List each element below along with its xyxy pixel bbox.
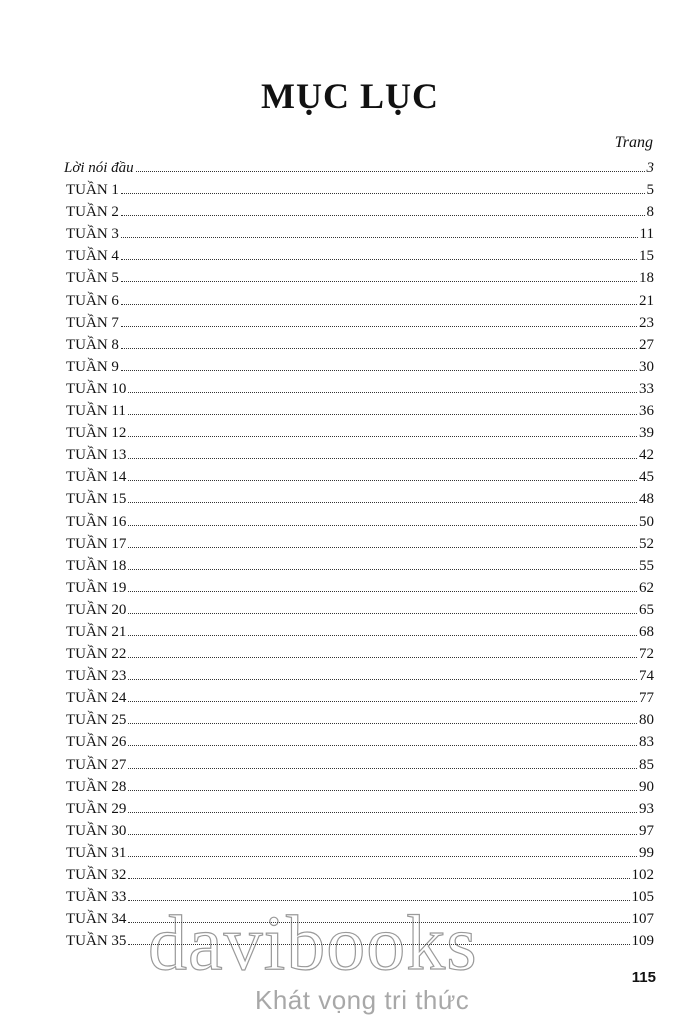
- toc-entry: [66, 930, 654, 952]
- toc-entry-page: 8: [646, 204, 654, 221]
- toc-entry-page: 80: [639, 712, 654, 729]
- toc-entry-label: TUẦN 33: [66, 889, 127, 906]
- toc-entry-label: TUẦN 22: [66, 646, 127, 663]
- toc-entry: [66, 820, 654, 842]
- toc-entry: [66, 709, 654, 731]
- toc-leader-dots: [121, 280, 637, 282]
- toc-entry: [66, 842, 654, 864]
- toc-entry-page: 48: [639, 491, 654, 508]
- toc-entry-label: TUẦN 18: [66, 557, 127, 574]
- toc-entry-label: TUẦN 29: [66, 800, 127, 817]
- toc-entry: [66, 754, 654, 776]
- page-title: MỤC LỤC: [261, 76, 439, 116]
- toc-entry-page: 83: [639, 734, 654, 751]
- toc-entry-label: TUẦN 4: [66, 248, 119, 265]
- toc-entry-label: TUẦN 30: [66, 822, 127, 839]
- toc-entry-page: 107: [631, 911, 654, 928]
- toc-leader-dots: [121, 236, 638, 238]
- toc-leader-dots: [128, 612, 637, 614]
- toc-entry-page: 62: [639, 579, 654, 596]
- toc-entry-label: TUẦN 12: [66, 425, 127, 442]
- toc-leader-dots: [128, 391, 637, 393]
- toc-leader-dots: [121, 192, 645, 194]
- toc-leader-dots: [121, 303, 637, 305]
- toc-entry-page: 105: [631, 889, 654, 906]
- toc-leader-dots: [128, 943, 629, 945]
- toc-leader-dots: [128, 634, 637, 636]
- toc-entry-page: 36: [639, 403, 654, 420]
- toc-entry-page: 27: [639, 336, 654, 353]
- toc-leader-dots: [121, 214, 645, 216]
- toc-leader-dots: [128, 656, 637, 658]
- toc-leader-dots: [128, 855, 637, 857]
- toc-entry-page: 109: [631, 933, 654, 950]
- toc-leader-dots: [128, 921, 629, 923]
- toc-entry-page: 39: [639, 425, 654, 442]
- toc-entry: [66, 555, 654, 577]
- toc-leader-dots: [128, 833, 637, 835]
- toc-entry-label: TUẦN 7: [66, 314, 119, 331]
- toc-entry-page: 97: [639, 822, 654, 839]
- toc-leader-dots: [128, 700, 637, 702]
- toc-leader-dots: [128, 435, 637, 437]
- toc-entry: [66, 245, 654, 267]
- toc-entry-page: 50: [639, 513, 654, 530]
- toc-entry-page: 85: [639, 756, 654, 773]
- toc-entry-label: TUẦN 2: [66, 204, 119, 221]
- watermark-logo: davibooks: [148, 899, 478, 986]
- toc-entry-label: TUẦN 24: [66, 690, 127, 707]
- toc-entry: [66, 577, 654, 599]
- toc-entry-label: TUẦN 3: [66, 226, 119, 243]
- toc-entry: [66, 444, 654, 466]
- toc-entry-page: 99: [639, 844, 654, 861]
- toc-leader-dots: [128, 590, 637, 592]
- toc-entry-page: 102: [631, 867, 654, 883]
- toc-entry: [66, 798, 654, 820]
- toc-leader-dots: [121, 347, 637, 349]
- toc-leader-dots: [128, 899, 629, 901]
- toc-entry: [66, 179, 654, 201]
- toc-entry-page: 74: [639, 668, 654, 685]
- toc-entry-page: 5: [646, 182, 654, 199]
- toc-entry-label: TUẦN 6: [66, 292, 119, 309]
- toc-entry-label: TUẦN 17: [66, 535, 127, 552]
- toc-entry-label: TUẦN 21: [66, 623, 127, 640]
- toc-entry-label: TUẦN 15: [66, 491, 127, 508]
- toc-leader-dots: [121, 369, 637, 371]
- toc-entry-label: TUẦN 26: [66, 734, 127, 751]
- toc-leader-dots: [128, 501, 637, 503]
- toc-entry-label: TUẦN 5: [66, 270, 119, 287]
- toc-entry: [66, 400, 654, 422]
- toc-entry: [66, 665, 654, 687]
- toc-entry: [66, 621, 654, 643]
- page-column-header: Trang: [614, 134, 653, 151]
- toc-entry: [66, 864, 654, 886]
- toc-entry-label: TUẦN 11: [66, 403, 126, 420]
- toc-entry-page: 72: [639, 646, 654, 663]
- toc-leader-dots: [128, 413, 637, 415]
- toc-entry-page: 15: [639, 248, 654, 265]
- toc-entry-label: TUẦN 27: [66, 756, 127, 773]
- toc-leader-dots: [128, 479, 637, 481]
- toc-entry-label: TUẦN 20: [66, 601, 127, 618]
- toc-entry-page: 42: [639, 447, 654, 464]
- toc-leader-dots: [128, 789, 637, 791]
- toc-entry-label: TUẦN 31: [66, 844, 127, 861]
- toc-leader-dots: [128, 457, 637, 459]
- toc-leader-dots: [128, 744, 637, 746]
- toc-entry-page: 52: [639, 535, 654, 552]
- toc-entry: [64, 157, 654, 179]
- toc-entry: [66, 378, 654, 400]
- toc-leader-dots: [128, 877, 629, 879]
- toc-entry: [66, 201, 654, 223]
- toc-entry: [66, 223, 654, 245]
- toc-entry: [66, 731, 654, 753]
- toc-entry-label: TUẦN 35: [66, 933, 127, 950]
- toc-leader-dots: [128, 546, 637, 548]
- toc-entry-label: TUẦN 13: [66, 447, 127, 464]
- toc-entry: [66, 776, 654, 798]
- toc-entry: [66, 599, 654, 621]
- page-number: 115: [631, 969, 656, 986]
- toc-entry-label: TUẦN 25: [66, 712, 127, 729]
- toc-entry-label: TUẦN 14: [66, 469, 127, 486]
- toc-leader-dots: [128, 811, 637, 813]
- toc-entry: [66, 488, 654, 510]
- toc-entry: [66, 334, 654, 356]
- toc-entry-label: TUẦN 8: [66, 336, 119, 353]
- toc-entry: [66, 511, 654, 533]
- toc-entry-label: TUẦN 1: [66, 182, 119, 199]
- toc-leader-dots: [128, 524, 637, 526]
- toc-leader-dots: [128, 767, 637, 769]
- toc-entry: [66, 466, 654, 488]
- toc-entry-label: TUẦN 10: [66, 380, 127, 397]
- toc-leader-dots: [121, 258, 637, 260]
- toc-entry-page: 77: [639, 690, 654, 707]
- toc-entry: [66, 356, 654, 378]
- toc-entry-page: 55: [639, 557, 654, 574]
- toc-entry-page: 65: [639, 601, 654, 618]
- toc-entry-label: TUẦN 9: [66, 358, 119, 375]
- watermark-tagline: Khát vọng tri thức: [255, 985, 470, 1015]
- toc-entry-page: 3: [646, 160, 654, 176]
- toc-entry-page: 45: [639, 469, 654, 486]
- toc-entry: [66, 643, 654, 665]
- toc-leader-dots: [136, 170, 645, 172]
- toc-entry-page: 93: [639, 800, 654, 817]
- toc-entry: [66, 290, 654, 312]
- toc-entry-page: 30: [639, 358, 654, 375]
- table-of-contents: [66, 157, 654, 952]
- toc-entry: [66, 312, 654, 334]
- toc-entry: [66, 687, 654, 709]
- toc-entry-page: 18: [639, 270, 654, 287]
- toc-entry-label: TUẦN 28: [66, 778, 127, 795]
- toc-entry-page: 23: [639, 314, 654, 331]
- toc-entry-label: TUẦN 19: [66, 579, 127, 596]
- toc-entry-label: TUẦN 23: [66, 668, 127, 685]
- toc-leader-dots: [128, 568, 637, 570]
- toc-leader-dots: [121, 325, 637, 327]
- toc-entry-label: TUẦN 32: [66, 867, 127, 883]
- toc-entry-page: 90: [639, 778, 654, 795]
- toc-entry-label: TUẦN 34: [66, 911, 127, 928]
- toc-entry: [66, 267, 654, 289]
- toc-leader-dots: [128, 722, 637, 724]
- toc-entry: [66, 422, 654, 444]
- toc-entry-label: TUẦN 16: [66, 513, 127, 530]
- toc-entry: [66, 908, 654, 930]
- toc-entry-page: 21: [639, 292, 654, 309]
- toc-entry-page: 33: [639, 380, 654, 397]
- toc-entry: [66, 533, 654, 555]
- toc-entry: [66, 886, 654, 908]
- toc-entry-page: 68: [639, 623, 654, 640]
- toc-entry-page: 11: [639, 226, 654, 243]
- toc-leader-dots: [128, 678, 637, 680]
- toc-entry-label: Lời nói đầu: [64, 160, 134, 176]
